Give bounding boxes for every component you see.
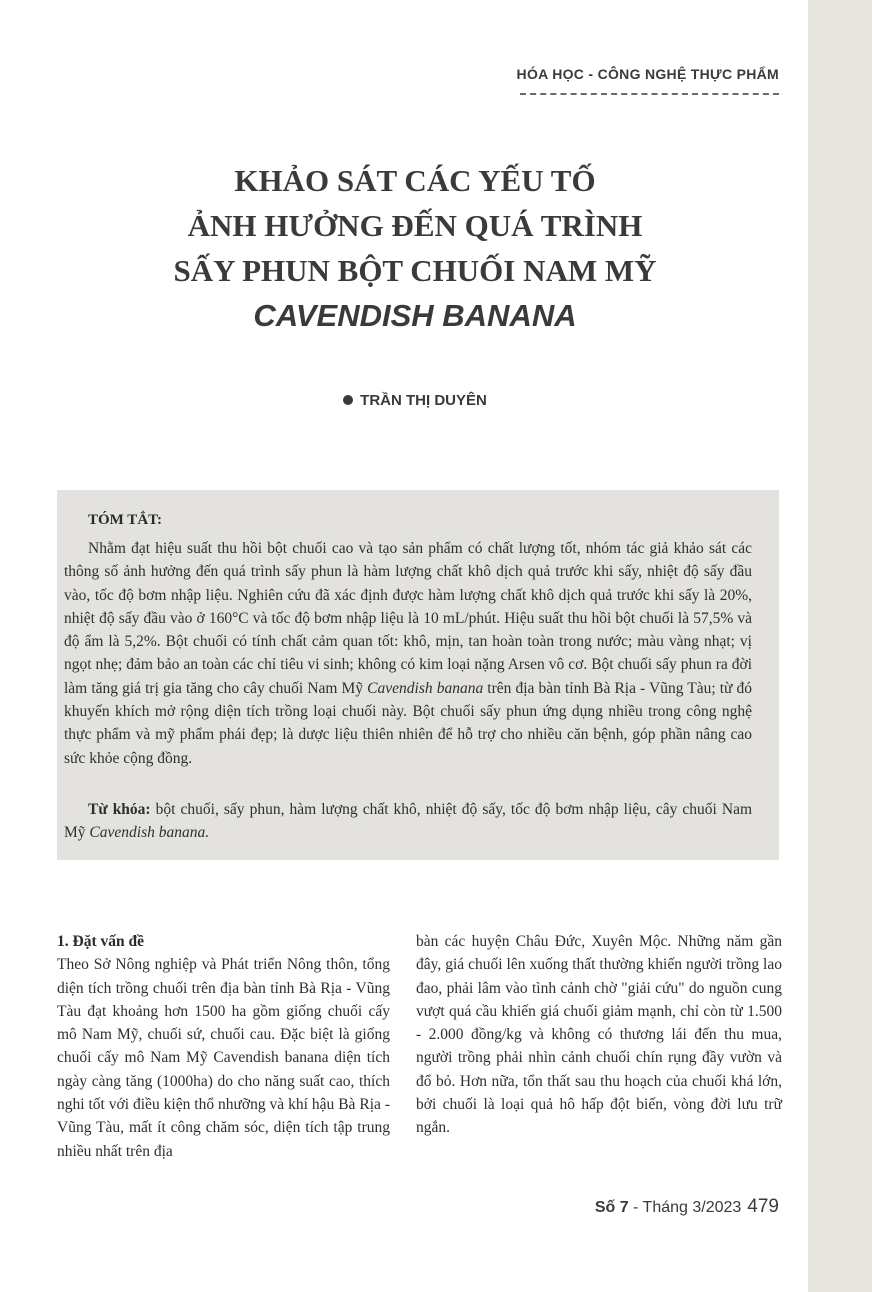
issue-date: - Tháng 3/2023 <box>628 1199 742 1216</box>
abstract-heading: TÓM TẮT: <box>88 512 163 528</box>
page-margin-strip <box>808 0 872 1292</box>
page-number: 479 <box>747 1196 779 1217</box>
section-body-left: Theo Sở Nông nghiệp và Phát triển Nông thôn, tổng diện tích trồng chuối trên địa bàn tỉnh Bà Rịa - Vũng Tàu đạt khoảng hơn 1500 ha gồm giống chuối cấy mô Nam Mỹ, chuối sứ, chuối cau. Đặc biệt là giống chuối cấy mô Nam Mỹ Cavendish banana diện tích ngày càng tăng (1000ha) do cho năng suất cao, thích nghi tốt với điều kiện thổ nhưỡng và khí hậu Bà Rịa - Vũng Tàu, mất ít công chăm sóc, diện tích tập trung nhiều nhất trên địa <box>57 956 390 1160</box>
keywords-text: bột chuối, sấy phun, hàm lượng chất khô, nhiệt độ sấy, tốc độ bơm nhập liệu, cây chuối Nam Mỹ <box>64 801 753 842</box>
keywords-italic: Cavendish banana. <box>89 824 210 842</box>
running-header: HÓA HỌC - CÔNG NGHỆ THỰC PHẨM <box>516 66 779 82</box>
title-line-2: ẢNH HƯỞNG ĐẾN QUÁ TRÌNH <box>187 208 643 243</box>
bullet-icon <box>343 395 353 405</box>
column-right <box>416 930 782 1140</box>
title-line-1: KHẢO SÁT CÁC YẾU TỐ <box>234 163 596 198</box>
page-footer <box>500 1196 779 1218</box>
section-body-right: bàn các huyện Châu Đức, Xuyên Mộc. Những năm gần đây, giá chuối lên xuống thất thường khiến người trồng lao đao, phải lâm vào tình cảnh chờ "giải cứu" do nguồn cung vượt quá cầu khiến giá chuối giảm mạnh, chỉ còn từ 1.500 - 2.000 đồng/kg và không có thương lái đến thu mua, người trồng phải nhìn cảnh chuối chín rụng đầy vườn và đổ bỏ. Hơn nữa, tổn thất sau thu hoạch của chuối khá lớn, bởi chuối là loại quả hô hấp đột biến, vòng đời lưu trữ ngắn. <box>416 933 782 1137</box>
keywords-label: Từ khóa: <box>88 801 151 818</box>
author-line <box>90 392 740 409</box>
abstract-text-part-1: Nhằm đạt hiệu suất thu hồi bột chuối cao và tạo sản phẩm có chất lượng tốt, nhóm tác giả khảo sát các thông số ảnh hưởng đến quá trình sấy phun là hàm lượng chất khô dịch quả trước khi sấy, nhiệt độ sấy đầu vào, tốc độ bơm nhập liệu. Nghiên cứu đã xác định được hàm lượng chất khô dịch quả trước khi sấy là 20%, nhiệt độ sấy đầu vào ở 160°C và tốc độ bơm nhập liệu là 10 mL/phút. Hiệu suất thu hồi bột chuối là 57,5% và độ ẩm là 5,2%. Bột chuối có tính chất cảm quan tốt: khô, mịn, tan hoàn toàn trong nước; màu vàng nhạt; vị ngọt nhẹ; đảm bảo an toàn các chỉ tiêu vi sinh; không có kim loại nặng Arsen vô cơ. Bột chuối sấy phun ra đời làm tăng giá trị gia tăng cho cây chuối Nam Mỹ <box>64 540 752 697</box>
issue-number: Số 7 <box>594 1199 629 1216</box>
header-rule <box>520 93 779 95</box>
abstract-text-part-2: trên địa bàn tỉnh Bà Rịa - Vũng Tàu; từ đó khuyến khích mở rộng diện tích trồng loại chuối này. Bột chuối sấy phun ứng dụng nhiều trong công nghệ thực phẩm và mỹ phẩm phái đẹp; là dược liệu thiên nhiên để hỗ trợ cho nhiều căn bệnh, góp phần nâng cao sức khỏe cộng đồng. <box>64 679 753 767</box>
keywords <box>64 798 752 845</box>
section-heading: 1. Đặt vấn đề <box>57 933 144 950</box>
article-title <box>90 158 740 338</box>
title-line-italic: CAVENDISH BANANA <box>253 298 577 333</box>
column-left <box>57 930 390 1163</box>
abstract-italic-term: Cavendish banana <box>367 679 484 697</box>
abstract-text <box>64 537 752 770</box>
author-name: TRẦN THỊ DUYÊN <box>360 392 487 409</box>
title-line-3: SẤY PHUN BỘT CHUỐI NAM MỸ <box>173 253 657 288</box>
